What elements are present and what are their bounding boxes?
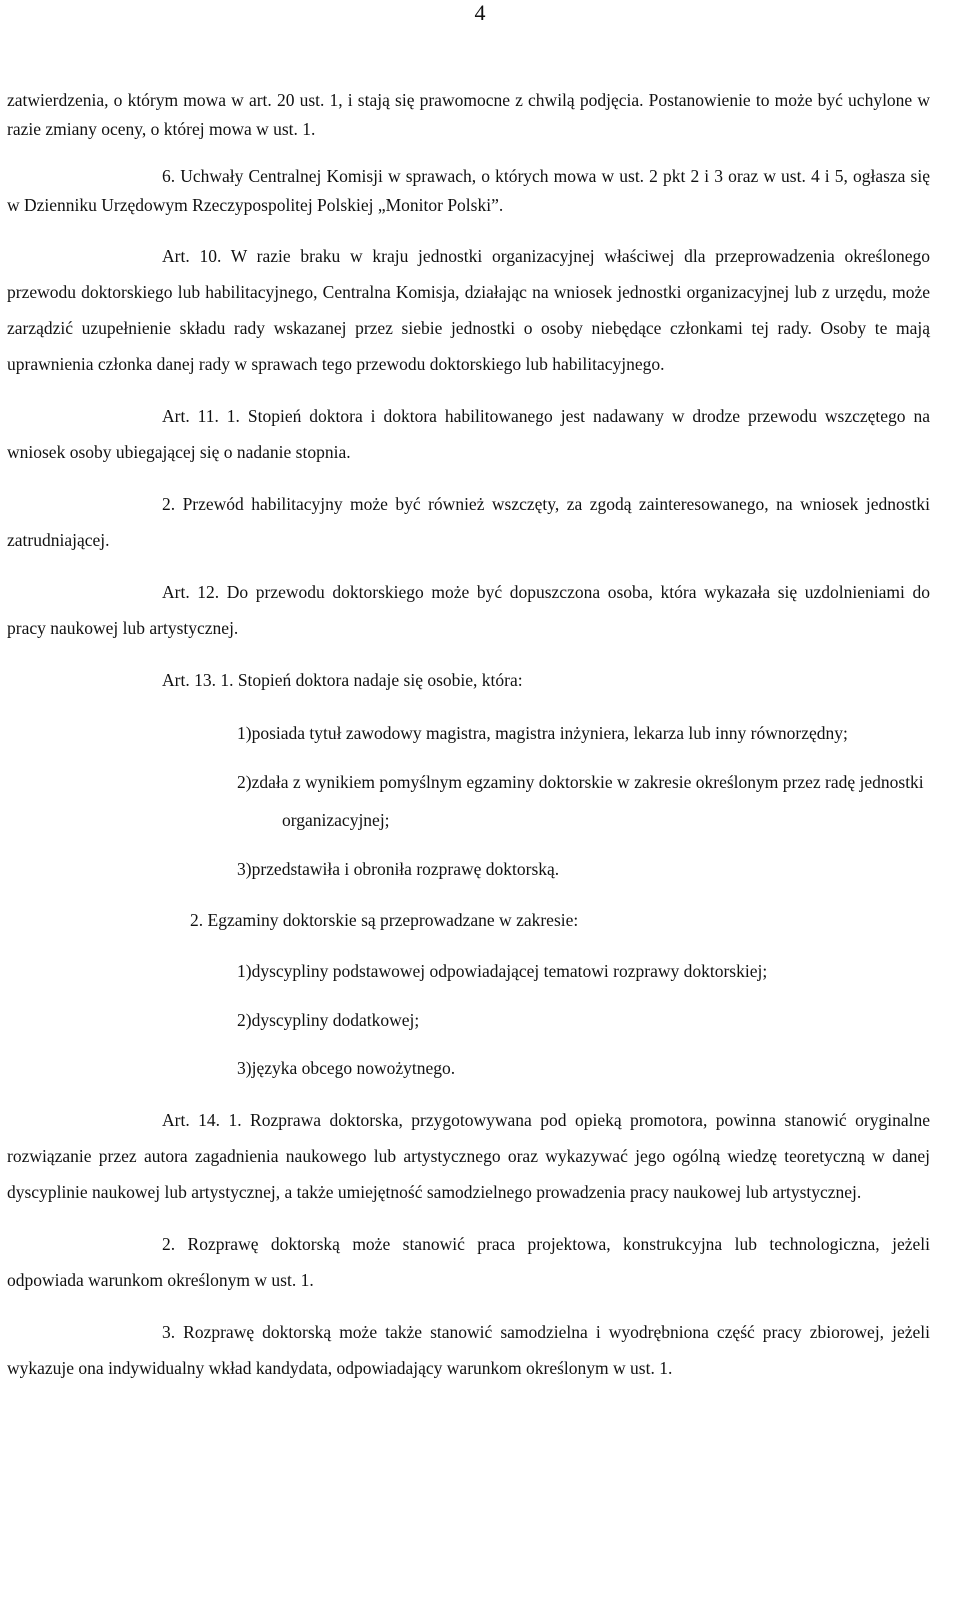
list-item-number: 2) [237, 1009, 252, 1030]
paragraph-art-10: Art. 10. W razie braku w kraju jednostki organizacyjnej właściwej dla przeprowadzenia określonego przewodu doktorskiego lub habilitacyjnego, Centralna Komisja, działając na wniosek jednostki organizacyjnej lub z urzędu, może zarządzić uzupełnienie składu rady wskazanej przez siebie jednostki o osoby niebędące członkami tej rady. Osoby te mają uprawnienia członka danej rady w sprawach tego przewodu doktorskiego lub habilitacyjnego. [7, 246, 930, 374]
list-item [7, 1049, 930, 1088]
paragraph-art-14-1: Art. 14. 1. Rozprawa doktorska, przygotowywana pod opieką promotora, powinna stanowić oryginalne rozwiązanie przez autora zagadnienia naukowego lub artystycznego oraz wykazywać jego ogólną wiedzę teoretyczną w danej dyscyplinie naukowej lub artystycznej, a także umiejętność samodzielnego prowadzenia pracy naukowej lub artystycznej. [7, 1109, 930, 1202]
list-item-text: dyscypliny podstawowej odpowiadającej tematowi rozprawy doktorskiej; [251, 961, 768, 981]
list-item-text: posiada tytuł zawodowy magistra, magistra inżyniera, lekarza lub inny równorzędny; [251, 723, 848, 743]
page-number: 4 [474, 0, 486, 25]
list-item-text: dyscypliny dodatkowej; [251, 1009, 420, 1030]
paragraph-art-14-2: 2. Rozprawę doktorską może stanowić praca projektowa, konstrukcyjna lub technologiczna, jeżeli odpowiada warunkom określonym w ust. 1. [7, 1233, 930, 1290]
paragraph-art-13-1: Art. 13. 1. Stopień doktora nadaje się osobie, która: [162, 670, 523, 690]
list-item-number: 1) [237, 961, 252, 981]
document-body [7, 86, 930, 1386]
paragraph-art-11-1: Art. 11. 1. Stopień doktora i doktora habilitowanego jest nadawany w drodze przewodu wszczętego na wniosek osoby ubiegającej się o nadanie stopnia. [7, 406, 930, 462]
list-item [7, 850, 930, 889]
art-13-1-list [7, 714, 930, 888]
list-item-number: 1) [237, 723, 252, 743]
paragraph-ust-6: 6. Uchwały Centralnej Komisji w sprawach, o których mowa w ust. 2 pkt 2 i 3 oraz w ust. 4 i 5, ogłasza się w Dzienniku Urzędowym Rzeczypospolitej Polskiej „Monitor Polski”. [7, 166, 930, 215]
list-item [7, 952, 930, 991]
list-item-text: przedstawiła i obroniła rozprawę doktorską. [251, 858, 560, 879]
list-item-number: 3) [237, 1058, 252, 1078]
list-item-number: 3) [237, 858, 252, 879]
list-item-text: zdała z wynikiem pomyślnym egzaminy doktorskie w zakresie określonym przez radę jednostki organizacyjnej; [251, 771, 924, 830]
paragraph-continuation: zatwierdzenia, o którym mowa w art. 20 ust. 1, i stają się prawomocne z chwilą podjęcia. Postanowienie to może być uchylone w razie zmiany oceny, o której mowa w ust. 1. [7, 90, 930, 139]
paragraph-art-12: Art. 12. Do przewodu doktorskiego może być dopuszczona osoba, która wykazała się uzdolnieniami do pracy naukowej lub artystycznej. [7, 582, 930, 638]
list-item-number: 2) [237, 771, 252, 792]
list-item [7, 763, 930, 840]
art-13-2-list [7, 952, 930, 1088]
paragraph-art-14-3: 3. Rozprawę doktorską może także stanowić samodzielna i wyodrębniona część pracy zbiorowej, jeżeli wykazuje ona indywidualny wkład kandydata, odpowiadający warunkom określonym w ust. 1. [7, 1321, 930, 1378]
paragraph-art-11-2: 2. Przewód habilitacyjny może być również wszczęty, za zgodą zainteresowanego, na wniosek jednostki zatrudniającej. [7, 494, 930, 550]
list-item [7, 1001, 930, 1040]
list-item-text: języka obcego nowożytnego. [251, 1058, 456, 1078]
list-item [7, 714, 930, 753]
paragraph-art-13-2: 2. Egzaminy doktorskie są przeprowadzane w zakresie: [190, 910, 579, 930]
